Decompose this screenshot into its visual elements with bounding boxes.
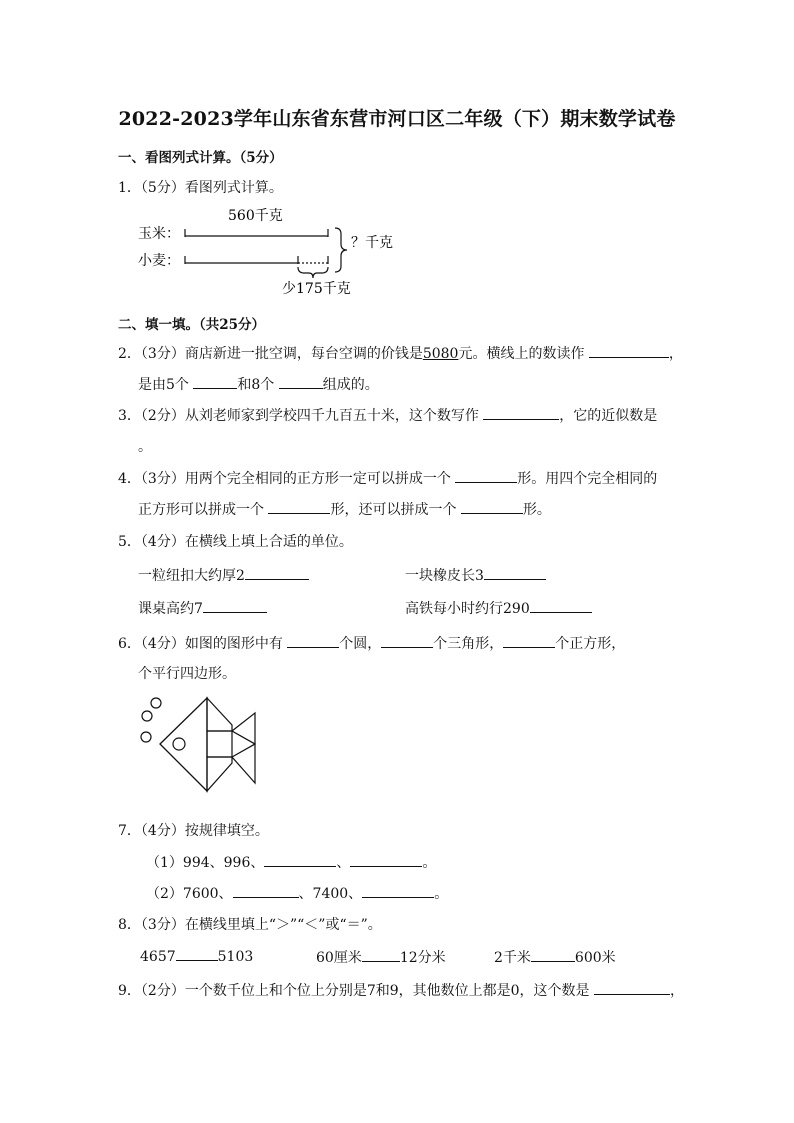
question-1-text: 1．（5分）看图列式计算。 (118, 180, 283, 196)
q3-text-b: ，它的近似数是 (559, 408, 658, 424)
q4-blank-3[interactable] (461, 500, 523, 514)
q5-item-1: 一粒纽扣大约厚2 (138, 565, 309, 585)
q3-text-a: 3．（2分）从刘老师家到学校四千九百五十米，这个数写作 (118, 408, 479, 424)
fish-head-triangle (160, 698, 207, 791)
q4-text-e: 形。 (522, 502, 551, 518)
parallelogram-top (207, 698, 232, 731)
q4-blank-2[interactable] (268, 500, 330, 514)
q8-blank-1[interactable] (176, 947, 218, 961)
q8-compare-3: 2千米 600米 (494, 950, 616, 966)
q5-blank-3[interactable] (203, 599, 267, 613)
q6-text-e: 个平行四边形。 (138, 666, 236, 682)
q6-blank-triangles[interactable] (381, 634, 433, 648)
bubble-circle (141, 732, 151, 742)
q6-fish-figure (135, 693, 265, 805)
q2-text-f: 组成的。 (322, 377, 379, 393)
tail-triangle-bottom (232, 744, 255, 783)
q2-price: 5080 (422, 346, 459, 362)
bubble-circle (151, 698, 161, 708)
q2-blank-unit1[interactable] (193, 375, 237, 389)
q7-blank-2[interactable] (350, 853, 422, 867)
q1-row2-label: 小麦： (138, 253, 180, 269)
q2-text-a: 2．（3分）商店新进一批空调，每台空调的价钱是 (118, 346, 423, 362)
q4-text-d: 形，还可以拼成一个 (330, 502, 457, 518)
q7-line-1: （1）994、996、 、 。 (146, 855, 437, 871)
q1-bottom-brace (298, 267, 328, 278)
bubble-circle (142, 711, 152, 721)
q5-blank-2[interactable] (484, 566, 546, 580)
q6-text-b: 个圆， (339, 636, 382, 652)
q6-text-d: 个正方形， (555, 636, 626, 652)
q4-text-c: 正方形可以拼成一个 (138, 502, 264, 518)
question-7-text: 7．（4分）按规律填空。 (118, 823, 269, 839)
question-4-line1 (118, 468, 657, 488)
question-8-text: 8．（3分）在横线里填上“＞”“＜”或“＝”。 (118, 917, 382, 933)
q6-text-a: 6．（4分）如图的图形中有 (118, 636, 283, 652)
q2-blank-reading[interactable] (589, 344, 669, 358)
q1-diff-label: 少175千克 (282, 281, 351, 297)
q4-text-a: 4．（3分）用两个完全相同的正方形一定可以拼成一个 (118, 471, 451, 487)
q7-line-2: （2）7600、 、7400、 。 (146, 886, 449, 902)
q5-blank-4[interactable] (530, 599, 592, 613)
q2-text-b: 元。横线上的数读作 (458, 346, 585, 362)
q6-blank-circles[interactable] (287, 634, 339, 648)
q8-compare-2: 60厘米 12分米 (316, 950, 446, 966)
question-2-line1 (118, 343, 683, 363)
section-heading-1: 一、看图列式计算。（5分） (118, 150, 283, 166)
parallelogram-bottom (207, 757, 232, 791)
q9-blank[interactable] (594, 981, 670, 995)
q4-blank-1[interactable] (455, 469, 517, 483)
q7-blank-1[interactable] (264, 853, 336, 867)
q7-blank-4[interactable] (362, 884, 434, 898)
q5-item-2: 一块橡皮长3 (405, 565, 546, 585)
page-title: 2022-2023学年山东省东营市河口区二年级（下）期末数学试卷 (118, 108, 676, 130)
q5-item-4: 高铁每小时约行290 (405, 598, 592, 618)
fish-eye-circle (173, 738, 185, 750)
q6-text-c: 个三角形， (433, 636, 504, 652)
question-9-line1 (118, 980, 684, 1000)
q1-bar-diagram (130, 200, 420, 300)
q8-compare-1: 4657 5103 (140, 949, 254, 965)
q7-blank-3[interactable] (233, 884, 299, 898)
q9-text-b: ， (670, 983, 684, 999)
q2-text-c: ， (668, 346, 683, 362)
question-6-line1 (118, 633, 625, 653)
q2-blank-unit2[interactable] (279, 375, 323, 389)
question-4-line2 (138, 499, 551, 519)
q8-blank-3[interactable] (531, 948, 575, 962)
tail-triangle-top (232, 713, 255, 744)
q1-right-brace (335, 228, 347, 272)
q1-row1-label: 玉米： (138, 226, 180, 242)
section-heading-2: 二、填一填。（共25分） (118, 317, 266, 333)
q2-text-d: 是由5个 (138, 377, 189, 393)
q4-text-b: 形。用四个完全相同的 (517, 471, 658, 487)
q9-text-a: 9．（2分）一个数千位上和个位上分别是7和9，其他数位上都是0，这个数是 (118, 983, 590, 999)
q1-brace-label: ？千克 (351, 235, 393, 251)
fish-square (207, 731, 232, 757)
question-3-line1 (118, 405, 657, 425)
q8-blank-2[interactable] (362, 948, 400, 962)
q5-blank-1[interactable] (245, 566, 309, 580)
q1-top-label: 560千克 (228, 208, 283, 224)
question-2-line2 (138, 374, 379, 394)
q2-text-e: 和8个 (237, 377, 275, 393)
question-5-text: 5．（4分）在横线上填上合适的单位。 (118, 534, 353, 550)
q3-text-c: 。 (138, 439, 152, 455)
q5-item-3: 课桌高约7 (138, 598, 267, 618)
q6-blank-squares[interactable] (503, 634, 555, 648)
q3-blank-number[interactable] (483, 406, 559, 420)
